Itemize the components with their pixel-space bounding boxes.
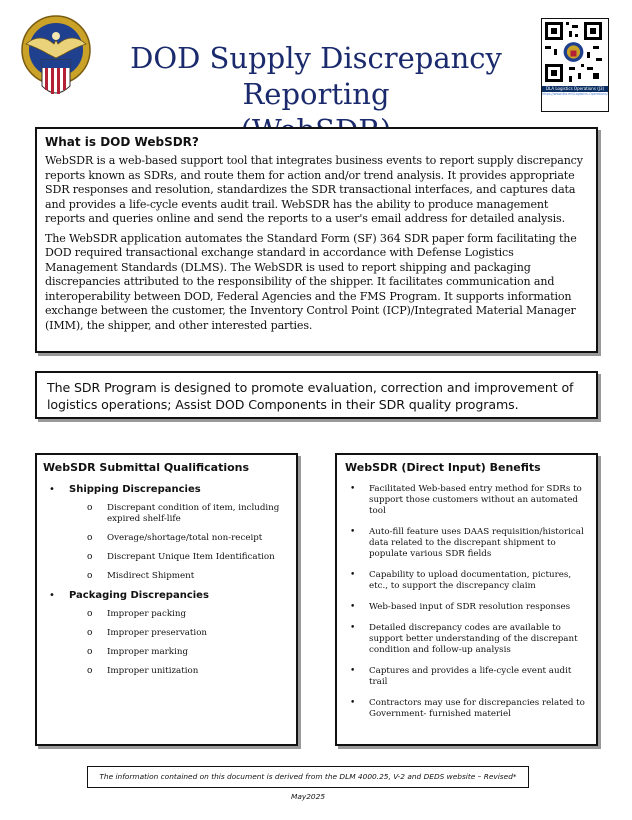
list-item-text: Auto-fill feature uses DAAS requisition/historical data related to the discrepant shipment to populate various SDR fields [369, 527, 584, 559]
circle-bullet-icon: o [87, 503, 93, 513]
circle-bullet-icon: o [87, 552, 93, 562]
bullet-icon: • [350, 698, 356, 708]
qr-code-icon[interactable] [542, 19, 605, 85]
bullet-icon: • [49, 484, 55, 495]
packaging-discrepancy-list [43, 609, 290, 677]
circle-bullet-icon: o [87, 647, 93, 657]
list-item-text: Facilitated Web-based entry method for SDRs to support those customers without an automated tool [369, 484, 582, 516]
list-item [345, 527, 588, 560]
bullet-icon: • [350, 570, 356, 580]
what-is-websdr-section [35, 127, 598, 353]
qr-code-panel[interactable] [541, 18, 609, 112]
program-text: The SDR Program is designed to promote evaluation, correction and improvement of logistics operations; Assist DOD Components in their SDR quality programs. [47, 380, 574, 412]
shipping-discrepancy-list [43, 503, 290, 582]
list-item [43, 503, 290, 525]
list-item [345, 666, 588, 688]
list-item-text: Improper preservation [107, 628, 208, 638]
dla-eagle-seal-icon [18, 14, 94, 104]
list-item [43, 533, 290, 544]
paragraph: The WebSDR application automates the Standard Form (SF) 364 SDR paper form facilitating the DOD required transactional exchange standard in accordance with Defense Logistics Management Standards (DLMS). The WebSDR is used to report shipping and packaging discrepancies attributed to the responsibility of the shipper. It facilitates communication and interoperability between DOD, Federal Agencies and the FMS Program. It supports information exchange between the customer, the Inventory Control Point (ICP)/Integrated Material Manager (IMM), the shipper, and other interested parties. [45, 231, 577, 332]
category-shipping [47, 484, 290, 495]
list-item [43, 628, 290, 639]
list-item [43, 571, 290, 582]
section-heading: WebSDR Submittal Qualifications [43, 461, 250, 474]
list-item-text: Misdirect Shipment [107, 571, 195, 581]
category-label: Packaging Discrepancies [69, 590, 209, 601]
sdr-program-callout [35, 371, 598, 419]
list-item-text: Overage/shortage/total non-receipt [107, 533, 263, 543]
bullet-icon: • [350, 484, 356, 494]
list-item-text: Contractors may use for discrepancies related to Government- furnished materiel [369, 698, 585, 719]
bullet-icon: • [350, 623, 356, 633]
list-item [43, 647, 290, 658]
paragraph: WebSDR is a web-based support tool that integrates business events to report supply discrepancy reports known as SDRs, and route them for action and/or trend analysis. It provides appropriate SDR responses and resolution, standardizes the SDR transactional interfaces, and captures data and provides a life-cycle events audit trail. WebSDR has the ability to produce management reports and queries online and send the reports to a user's email address for detailed analysis. [45, 154, 583, 225]
bullet-icon: • [350, 602, 356, 612]
list-item-text: Improper marking [107, 647, 188, 657]
circle-bullet-icon: o [87, 609, 93, 619]
list-item [345, 623, 588, 656]
submittal-qualifications-section [35, 453, 298, 746]
circle-bullet-icon: o [87, 571, 93, 581]
qr-subcaption[interactable]: https://www.dla.mil/Logistics-Operations/ [542, 92, 608, 96]
page-title-line1: DOD Supply Discrepancy Reporting [130, 41, 502, 111]
list-item [43, 609, 290, 620]
qr-caption: DLA Logistics Operations (J3) [542, 86, 608, 92]
category-packaging [47, 590, 290, 601]
footer-note: The information contained on this document is derived from the DLM 4000.25, V-2 and DEDS website – Revised* May2025 [87, 766, 529, 788]
section-heading: What is DOD WebSDR? [45, 135, 199, 149]
category-label: Shipping Discrepancies [69, 484, 201, 495]
header [0, 0, 632, 120]
circle-bullet-icon: o [87, 533, 93, 543]
benefits-list [345, 484, 588, 720]
bullet-icon: • [49, 590, 55, 601]
list-item [345, 602, 588, 613]
list-item-text: Web-based input of SDR resolution responses [369, 602, 571, 612]
list-item-text: Captures and provides a life-cycle event audit trail [369, 666, 572, 687]
circle-bullet-icon: o [87, 628, 93, 638]
list-item-text: Discrepant Unique Item Identification [107, 552, 275, 562]
section-heading: WebSDR (Direct Input) Benefits [345, 461, 541, 474]
list-item-text: Improper unitization [107, 666, 199, 676]
list-item [345, 698, 588, 720]
circle-bullet-icon: o [87, 666, 93, 676]
list-item [345, 484, 588, 517]
list-item-text: Capability to upload documentation, pictures, etc., to support the discrepancy claim [369, 570, 572, 591]
bullet-icon: • [350, 527, 356, 537]
direct-input-benefits-section [335, 453, 598, 746]
list-item-text: Improper packing [107, 609, 187, 619]
list-item [43, 666, 290, 677]
list-item [345, 570, 588, 592]
bullet-icon: • [350, 666, 356, 676]
list-item-text: Detailed discrepancy codes are available to support better understanding of the discrepant condition and follow-up analysis [369, 623, 578, 655]
list-item [43, 552, 290, 563]
list-item-text: Discrepant condition of item, including expired shelf-life [107, 503, 280, 524]
